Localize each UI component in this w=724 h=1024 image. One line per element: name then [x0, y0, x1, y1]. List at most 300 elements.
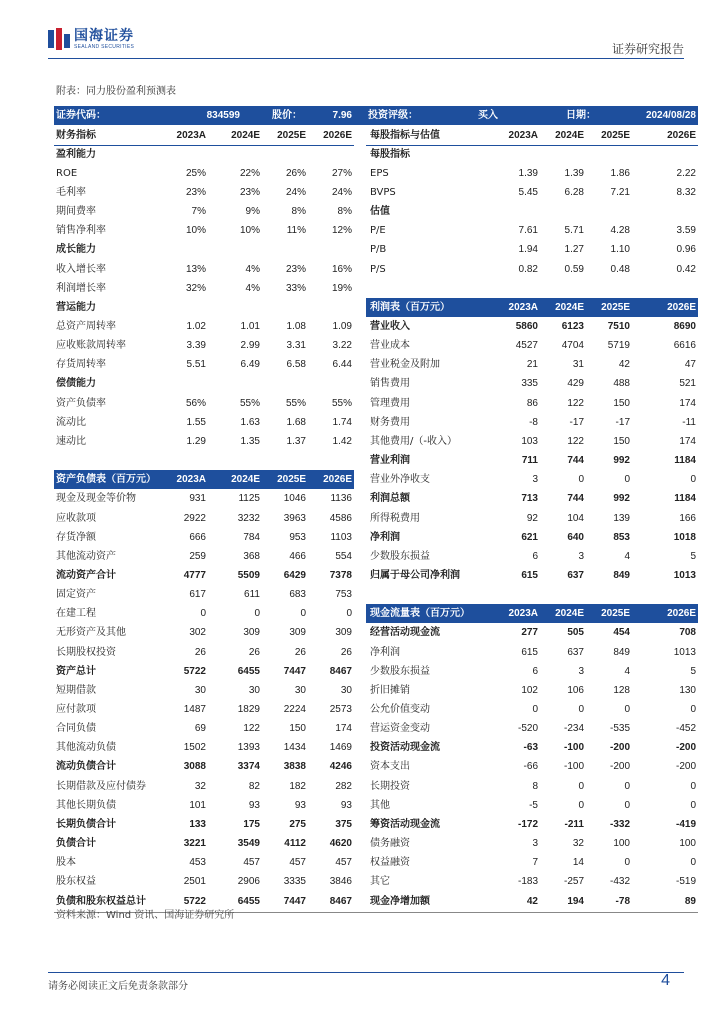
- row-value: 0: [254, 608, 260, 620]
- row-value: 259: [189, 550, 206, 562]
- row-value: 615: [521, 569, 538, 581]
- row-value: 10%: [185, 225, 206, 237]
- row-value: 3549: [237, 838, 260, 850]
- row-value: 6123: [561, 321, 584, 332]
- row-label: 应付款项: [56, 704, 96, 715]
- row-value: 86: [526, 397, 538, 409]
- row-value: 429: [567, 378, 584, 390]
- row-value: 26: [340, 646, 352, 658]
- row-value: 6616: [673, 340, 696, 352]
- row-value: 505: [567, 627, 584, 639]
- date-label: 日期：: [566, 110, 596, 121]
- row-value: 32%: [185, 282, 206, 294]
- row-label: 负债合计: [56, 838, 96, 850]
- row-value: 3838: [283, 761, 306, 773]
- section-heading: 偿债能力: [56, 378, 96, 390]
- row-value: 640: [567, 531, 584, 543]
- row-value: -535: [609, 723, 630, 735]
- row-value: 8467: [329, 895, 352, 907]
- row-value: 3.22: [332, 340, 352, 352]
- row-value: 23%: [285, 263, 306, 275]
- row-value: 453: [189, 857, 206, 869]
- row-value: 488: [613, 378, 630, 390]
- row-label: 期间费率: [56, 206, 96, 218]
- row-value: 1.29: [186, 435, 206, 447]
- row-value: 103: [521, 435, 538, 447]
- row-value: 128: [613, 684, 630, 696]
- row-value: 19%: [331, 282, 352, 294]
- row-value: 5719: [607, 340, 630, 352]
- row-value: 992: [613, 493, 630, 505]
- row-value: 122: [567, 397, 584, 409]
- row-value: 23%: [185, 186, 206, 198]
- row-value: 0.96: [676, 244, 696, 256]
- forecast-table: [54, 106, 698, 907]
- row-label: 财务费用: [370, 416, 410, 428]
- row-value: -257: [563, 876, 584, 888]
- row-value: 0: [690, 474, 696, 486]
- row-value: 1393: [237, 742, 260, 754]
- row-value: 4112: [284, 838, 306, 850]
- row-value: 611: [244, 589, 260, 601]
- row-value: 1.08: [286, 321, 306, 332]
- row-value: 1.39: [518, 167, 538, 179]
- section-heading: 估值: [370, 206, 390, 218]
- row-value: 56%: [185, 397, 206, 409]
- row-value: 0: [532, 704, 538, 715]
- row-value: 4%: [245, 282, 260, 294]
- row-label: 利润增长率: [56, 282, 106, 294]
- row-value: -332: [609, 818, 630, 830]
- row-value: 368: [243, 550, 260, 562]
- row-value: 1.42: [332, 435, 352, 447]
- row-value: 10%: [239, 225, 260, 237]
- row-value: 1829: [237, 704, 260, 715]
- table-header-year: 2026E: [667, 129, 696, 141]
- row-label: 流动比: [56, 416, 86, 428]
- row-label: BVPS: [370, 186, 396, 198]
- row-label: 债务融资: [370, 838, 410, 850]
- row-value: 4.28: [610, 225, 630, 237]
- row-value: 784: [243, 531, 260, 543]
- row-value: 0: [578, 799, 584, 811]
- row-value: 3335: [283, 876, 306, 888]
- row-label: 负债和股东权益总计: [56, 895, 146, 907]
- row-value: 1103: [330, 531, 352, 543]
- row-value: 26: [294, 646, 306, 658]
- row-value: 0: [624, 780, 630, 792]
- row-value: 55%: [239, 397, 260, 409]
- row-value: 2501: [183, 876, 206, 888]
- table-header-year: 2025E: [601, 129, 630, 141]
- row-value: 93: [248, 799, 260, 811]
- row-value: 309: [243, 627, 260, 639]
- row-value: 617: [189, 589, 206, 601]
- row-label: 固定资产: [56, 589, 96, 601]
- row-label: 其它: [370, 876, 390, 888]
- row-label: 营业税金及附加: [370, 359, 440, 371]
- row-label: 销售费用: [370, 378, 410, 390]
- row-value: 42: [526, 895, 538, 907]
- row-value: 21: [526, 359, 538, 371]
- row-value: 30: [294, 684, 306, 696]
- row-value: 1.35: [240, 435, 260, 447]
- row-value: 100: [613, 838, 630, 850]
- row-value: 5.45: [518, 186, 538, 198]
- row-value: -211: [564, 818, 584, 830]
- page-header: [0, 0, 724, 60]
- row-value: 457: [243, 857, 260, 869]
- table-header-year: 2023A: [508, 608, 538, 620]
- row-value: 3.31: [286, 340, 306, 352]
- table-header-year: 2024E: [555, 608, 584, 620]
- row-label: 净利润: [370, 646, 400, 658]
- report-date: 2024/08/28: [645, 110, 696, 121]
- row-value: 744: [567, 493, 584, 505]
- row-value: -200: [609, 742, 630, 754]
- row-value: 1.09: [332, 321, 352, 332]
- row-value: 0.48: [610, 263, 630, 275]
- row-value: 849: [613, 569, 630, 581]
- row-value: 93: [340, 799, 352, 811]
- row-label: 营业成本: [370, 340, 410, 352]
- stock-code-label: 证券代码：: [56, 110, 106, 121]
- row-value: 194: [567, 895, 584, 907]
- row-value: 3088: [183, 761, 206, 773]
- row-value: 4704: [561, 340, 584, 352]
- row-value: 7.21: [610, 186, 630, 198]
- row-value: 55%: [331, 397, 352, 409]
- row-value: -183: [517, 876, 538, 888]
- stock-price-label: 股价：: [272, 110, 302, 121]
- logo-name: 国海证券: [74, 27, 134, 44]
- row-value: 4527: [515, 340, 538, 352]
- row-value: 7447: [283, 665, 306, 677]
- row-label: 在建工程: [56, 608, 96, 620]
- row-value: 931: [189, 493, 206, 505]
- row-value: -200: [609, 761, 630, 773]
- row-value: 102: [521, 684, 538, 696]
- row-value: -200: [675, 761, 696, 773]
- row-value: 744: [567, 455, 584, 467]
- row-value: 2224: [283, 704, 306, 715]
- row-value: 31: [572, 359, 584, 371]
- row-label: 其他费用/（-收入）: [370, 435, 457, 447]
- row-label: 其他流动资产: [56, 550, 116, 562]
- row-value: -432: [609, 876, 630, 888]
- row-value: 7447: [283, 895, 306, 907]
- row-value: -78: [615, 895, 630, 907]
- row-label: 归属于母公司净利润: [370, 569, 460, 581]
- row-value: 26: [194, 646, 206, 658]
- row-value: 26%: [285, 167, 306, 179]
- logo-mark-icon: [48, 28, 70, 50]
- row-value: 24%: [285, 186, 306, 198]
- row-value: 454: [613, 627, 630, 639]
- row-value: 1046: [283, 493, 306, 505]
- row-label: 营业外净收支: [370, 474, 430, 486]
- row-value: 89: [684, 895, 696, 907]
- row-value: 0.59: [564, 263, 584, 275]
- row-value: 554: [335, 550, 352, 562]
- row-value: 282: [335, 780, 352, 792]
- row-label: 资产总计: [56, 665, 96, 677]
- row-value: 3: [532, 474, 538, 486]
- row-value: 6455: [237, 665, 260, 677]
- row-value: 5722: [183, 895, 206, 907]
- row-value: 3: [578, 550, 584, 562]
- row-value: -66: [523, 761, 538, 773]
- table-header-year: 2025E: [277, 474, 306, 486]
- row-value: 0: [578, 780, 584, 792]
- row-value: 5509: [237, 569, 260, 581]
- row-value: 23%: [239, 186, 260, 198]
- row-value: 0: [690, 704, 696, 715]
- row-label: 流动资产合计: [56, 569, 116, 581]
- row-value: 174: [679, 435, 696, 447]
- row-value: 708: [679, 627, 696, 639]
- row-value: -17: [615, 416, 630, 428]
- row-label: 营业利润: [370, 455, 410, 467]
- table-header-year: 2025E: [601, 301, 630, 313]
- row-value: 174: [335, 723, 352, 735]
- row-value: 0: [690, 780, 696, 792]
- row-value: 25%: [185, 167, 206, 179]
- row-value: 9%: [245, 206, 260, 218]
- row-value: 42: [618, 359, 630, 371]
- row-value: 24%: [331, 186, 352, 198]
- row-value: 5.71: [564, 225, 584, 237]
- row-value: 93: [294, 799, 306, 811]
- row-value: 1487: [183, 704, 206, 715]
- row-value: 1.68: [286, 416, 306, 428]
- row-value: 5.51: [186, 359, 206, 371]
- row-value: -63: [523, 742, 538, 754]
- row-value: 3.39: [186, 340, 206, 352]
- row-value: 4620: [329, 838, 352, 850]
- row-value: 711: [521, 455, 538, 467]
- row-value: 1.74: [332, 416, 352, 428]
- row-value: 1.39: [564, 167, 584, 179]
- table-header-title: 资产负债表（百万元）: [56, 474, 156, 486]
- row-value: 13%: [185, 263, 206, 275]
- table-header-year: 2025E: [277, 129, 306, 141]
- row-value: 1.55: [186, 416, 206, 428]
- row-value: 0.42: [676, 263, 696, 275]
- section-heading: 成长能力: [56, 244, 96, 256]
- row-label: 长期借款及应付债券: [56, 780, 146, 792]
- row-label: 其他流动负债: [56, 742, 116, 754]
- header-divider: [48, 58, 684, 59]
- row-label: 短期借款: [56, 684, 96, 696]
- row-value: 666: [189, 531, 206, 543]
- row-label: 其他长期负债: [56, 799, 116, 811]
- table-header-year: 2023A: [508, 301, 538, 313]
- table-header-title: 每股指标与估值: [370, 129, 440, 141]
- row-value: 174: [679, 397, 696, 409]
- row-value: 713: [521, 493, 538, 505]
- row-value: 150: [613, 435, 630, 447]
- row-label: 长期负债合计: [56, 818, 116, 830]
- row-value: 1.63: [240, 416, 260, 428]
- row-value: 4: [624, 550, 630, 562]
- row-value: 182: [289, 780, 306, 792]
- row-value: 637: [567, 569, 584, 581]
- row-label: 公允价值变动: [370, 704, 430, 715]
- row-value: 2906: [237, 876, 260, 888]
- row-label: 营业收入: [370, 321, 410, 332]
- row-value: 683: [289, 589, 306, 601]
- table-header-year: 2026E: [323, 474, 352, 486]
- row-value: 16%: [331, 263, 352, 275]
- row-value: 4: [624, 665, 630, 677]
- section-heading: 每股指标: [370, 148, 410, 160]
- row-value: 277: [521, 627, 538, 639]
- row-value: 621: [521, 531, 538, 543]
- row-label: 资产负债率: [56, 397, 106, 409]
- table-header-rule: [366, 145, 698, 146]
- row-value: 953: [289, 531, 306, 543]
- row-value: 1.86: [610, 167, 630, 179]
- row-value: 3221: [183, 838, 206, 850]
- row-value: 7%: [191, 206, 206, 218]
- row-label: ROE: [56, 167, 78, 179]
- row-value: 0: [624, 474, 630, 486]
- row-value: 32: [572, 838, 584, 850]
- row-label: 所得税费用: [370, 512, 420, 524]
- section-heading: 营运能力: [56, 301, 96, 313]
- row-label: 其他: [370, 799, 390, 811]
- row-value: 82: [248, 780, 260, 792]
- row-value: 14: [572, 857, 584, 869]
- row-value: 6455: [237, 895, 260, 907]
- row-value: 375: [335, 818, 352, 830]
- row-value: 150: [289, 723, 306, 735]
- row-value: 849: [613, 646, 630, 658]
- row-value: 104: [567, 512, 584, 524]
- company-logo: [48, 26, 134, 52]
- table-header-title: 现金流量表（百万元）: [370, 608, 470, 620]
- row-value: 7.61: [518, 225, 538, 237]
- row-label: 净利润: [370, 531, 400, 543]
- row-label: 总资产周转率: [56, 321, 116, 332]
- row-value: 11%: [286, 225, 306, 237]
- row-value: -234: [563, 723, 584, 735]
- row-label: 无形资产及其他: [56, 627, 126, 639]
- row-value: 106: [567, 684, 584, 696]
- table-header-year: 2024E: [555, 129, 584, 141]
- row-label: 现金净增加额: [370, 895, 430, 907]
- row-value: -200: [675, 742, 696, 754]
- row-label: 资本支出: [370, 761, 410, 773]
- row-value: 637: [567, 646, 584, 658]
- row-value: 5722: [183, 665, 206, 677]
- row-value: 47: [684, 359, 696, 371]
- table-header-year: 2024E: [555, 301, 584, 313]
- row-label: 投资活动现金流: [370, 742, 440, 754]
- row-value: 5: [690, 550, 696, 562]
- row-value: 1.01: [240, 321, 260, 332]
- row-value: 3: [578, 665, 584, 677]
- row-label: 合同负债: [56, 723, 96, 735]
- row-value: 4246: [329, 761, 352, 773]
- row-value: 466: [289, 550, 306, 562]
- data-source-note: 资料来源：Wind 资讯、国海证券研究所: [56, 910, 235, 921]
- row-value: 1013: [673, 646, 696, 658]
- row-value: 22%: [239, 167, 260, 179]
- row-label: 收入增长率: [56, 263, 106, 275]
- section-heading: 盈利能力: [56, 148, 96, 160]
- row-label: 毛利率: [56, 186, 86, 198]
- row-value: 8467: [329, 665, 352, 677]
- row-value: 7378: [329, 569, 352, 581]
- row-value: 4%: [245, 263, 260, 275]
- row-value: 6.28: [564, 186, 584, 198]
- row-label: 速动比: [56, 435, 86, 447]
- row-value: 6: [532, 665, 538, 677]
- row-value: 275: [289, 818, 306, 830]
- row-value: 335: [521, 378, 538, 390]
- row-label: 权益融资: [370, 857, 410, 869]
- row-label: 筹资活动现金流: [370, 818, 440, 830]
- row-value: 457: [289, 857, 306, 869]
- row-value: 30: [340, 684, 352, 696]
- row-value: 101: [189, 799, 206, 811]
- row-value: 6: [532, 550, 538, 562]
- report-type-label: 证券研究报告: [611, 42, 684, 56]
- row-value: 2922: [183, 512, 206, 524]
- row-value: 1469: [329, 742, 352, 754]
- row-value: -419: [675, 818, 696, 830]
- row-value: 0: [624, 704, 630, 715]
- row-value: 0: [624, 799, 630, 811]
- row-value: 0: [346, 608, 352, 620]
- row-label: EPS: [370, 167, 389, 179]
- row-label: 利润总额: [370, 493, 410, 505]
- row-value: 122: [243, 723, 260, 735]
- row-value: 0: [624, 857, 630, 869]
- rating-label: 投资评级：: [368, 110, 418, 121]
- row-value: 5: [690, 665, 696, 677]
- row-label: 经营活动现金流: [370, 627, 440, 639]
- stock-price: 7.96: [332, 110, 352, 121]
- row-value: 615: [521, 646, 538, 658]
- row-value: 1.94: [518, 244, 538, 256]
- table-header-title: 财务指标: [56, 129, 96, 141]
- row-value: 30: [248, 684, 260, 696]
- row-value: 0: [690, 799, 696, 811]
- row-value: -100: [563, 761, 584, 773]
- table-header-year: 2023A: [176, 474, 206, 486]
- row-value: 8.32: [676, 186, 696, 198]
- row-value: 1.10: [610, 244, 630, 256]
- row-label: 应收账款周转率: [56, 340, 126, 352]
- row-label: 股本: [56, 857, 76, 869]
- logo-subtitle: SEALAND SECURITIES: [74, 43, 135, 50]
- row-label: 存货周转率: [56, 359, 106, 371]
- row-value: 27%: [331, 167, 352, 179]
- row-value: -100: [563, 742, 584, 754]
- row-value: 130: [679, 684, 696, 696]
- stock-code: 834599: [206, 110, 240, 121]
- table-header-year: 2023A: [176, 129, 206, 141]
- row-value: 6.49: [240, 359, 260, 371]
- row-value: 1018: [673, 531, 696, 543]
- row-value: 1.27: [564, 244, 584, 256]
- row-value: 457: [335, 857, 352, 869]
- row-value: 100: [679, 838, 696, 850]
- row-value: 2.22: [676, 167, 696, 179]
